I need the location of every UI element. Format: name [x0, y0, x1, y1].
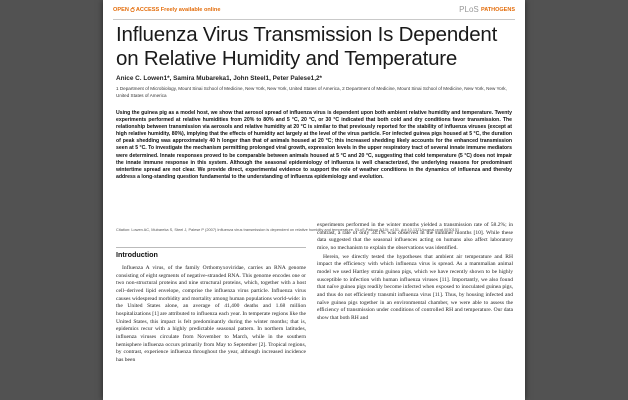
section-divider — [116, 247, 306, 248]
journal-name: PLoS — [459, 5, 479, 14]
open-access-badge — [113, 7, 220, 13]
abstract: Using the guinea pig as a model host, we show that aerosol spread of influenza virus is dependent upon both ambient relative humidity and temperature. Twenty experiments performed at relative humidities from 20% to 80% and 5 °C, 20 °C, or 30 °C indicated that both cold and dry conditions favor transmission. The relationship between transmission via aerosols and relative humidity at 20 °C is similar to that previously reported for the stability of influenza viruses (except at high relative humidity, 80%), implying that the effects of humidity act largely at the level of the virus particle. For infected guinea pigs housed at 5 °C, the duration of peak shedding was approximately 40 h longer than that of animals housed at 20 °C; this increased shedding likely accounts for the enhanced transmission seen at 5 °C. To investigate the mechanism permitting prolonged viral growth, expression levels in the upper respiratory tract of several innate immune mediators were determined. Innate responses proved to be comparable between animals housed at 5 °C and 20 °C, suggesting that cold temperature (5 °C) does not impair the innate immune response in this system. Although the seasonal epidemiology of influenza is well characterized, the underlying reasons for predominant wintertime spread are not clear. We provide direct, experimental evidence to support the role of weather conditions in the dynamics of influenza and thereby address a long-standing question fundamental to the understanding of influenza epidemiology and evolution. — [116, 110, 512, 180]
journal-section: PATHOGENS — [480, 7, 515, 13]
journal-logo — [459, 5, 515, 14]
right-column — [317, 222, 513, 323]
open-access-label-right: ACCESS — [135, 7, 160, 13]
right-column-paragraph-2: Herein, we directly tested the hypotheses that ambient air temperature and RH impact the efficiency with which influenza virus is spread. As a mammalian animal model we used Hartley strain guinea pigs, which we have recently shown to be highly susceptible to infection with human influenza viruses [11]. Importantly, we also found that naïve guinea pigs readily become infected when exposed to inoculated guinea pigs, and thus do not efficiently transmit influenza virus [11]. Thus, by housing infected and naïve guinea pigs together in an environmental chamber, we were able to assess the efficiency of transmission under conditions of controlled RH and temperature. Our data show that both RH and — [317, 253, 513, 321]
header-divider — [113, 19, 515, 20]
introduction-paragraph: Influenza A virus, of the family Orthomyxoviridae, carries an RNA genome consisting of eight segments of negative-stranded RNA. This genome encodes one or two non-structural proteins and nine structural proteins, which, together with a host cell–derived lipid envelope, comprise the influenza virus particle. Influenza virus causes widespread morbidity and mortality among human populations world-wide: in the United States alone, an average of 41,400 deaths and 1.68 million hospitalizations [1] are attributed to influenza each year. In temperate regions like the United States, this impact is felt predominantly during the winter months; that is, epidemics recur with a highly predictable seasonal pattern. In northern latitudes, influenza viruses circulate from November to March, while in the southern hemisphere influenza occurs primarily from May to September [2]. Tropical regions, by contrast, experience influenza throughout the year, although increased incidence has been — [116, 265, 306, 363]
article-title: Influenza Virus Transmission Is Dependent on Relative Humidity and Temperature — [116, 23, 498, 70]
right-column-paragraph-1: experiments performed in the winter months yielded a transmission rate of 58.2%; in contrast, a rate of only 34.1% was observed in the summer months [10]. While these data suggested that the seasonal influences acting on humans also affect laboratory mice, no mechanism to explain the observations was identified. — [317, 222, 513, 251]
citation: Citation: Lowen AC, Mubareka S, Steel J, Palese P (2007) Influenza virus transmission is dependent on relative humidity and temperature. PLoS Pathog 3(10): e151. doi:10.1371/journal.ppat.0030151 — [116, 227, 460, 232]
left-column — [116, 250, 306, 365]
pdf-page[interactable] — [103, 0, 525, 400]
freely-available-text: Freely available online — [160, 7, 221, 13]
introduction-heading: Introduction — [116, 250, 158, 259]
affiliations: 1 Department of Microbiology, Mount Sinai School of Medicine, New York, New York, United States of America, 2 Department of Medicine, Mount Sinai School of Medicine, New York, New York, United States of America — [116, 86, 507, 98]
author-list: Anice C. Lowen1*, Samira Mubareka1, John Steel1, Peter Palese1,2* — [116, 75, 323, 82]
page-header — [113, 6, 515, 18]
open-lock-icon — [130, 7, 135, 12]
open-access-label-left: OPEN — [113, 7, 129, 13]
